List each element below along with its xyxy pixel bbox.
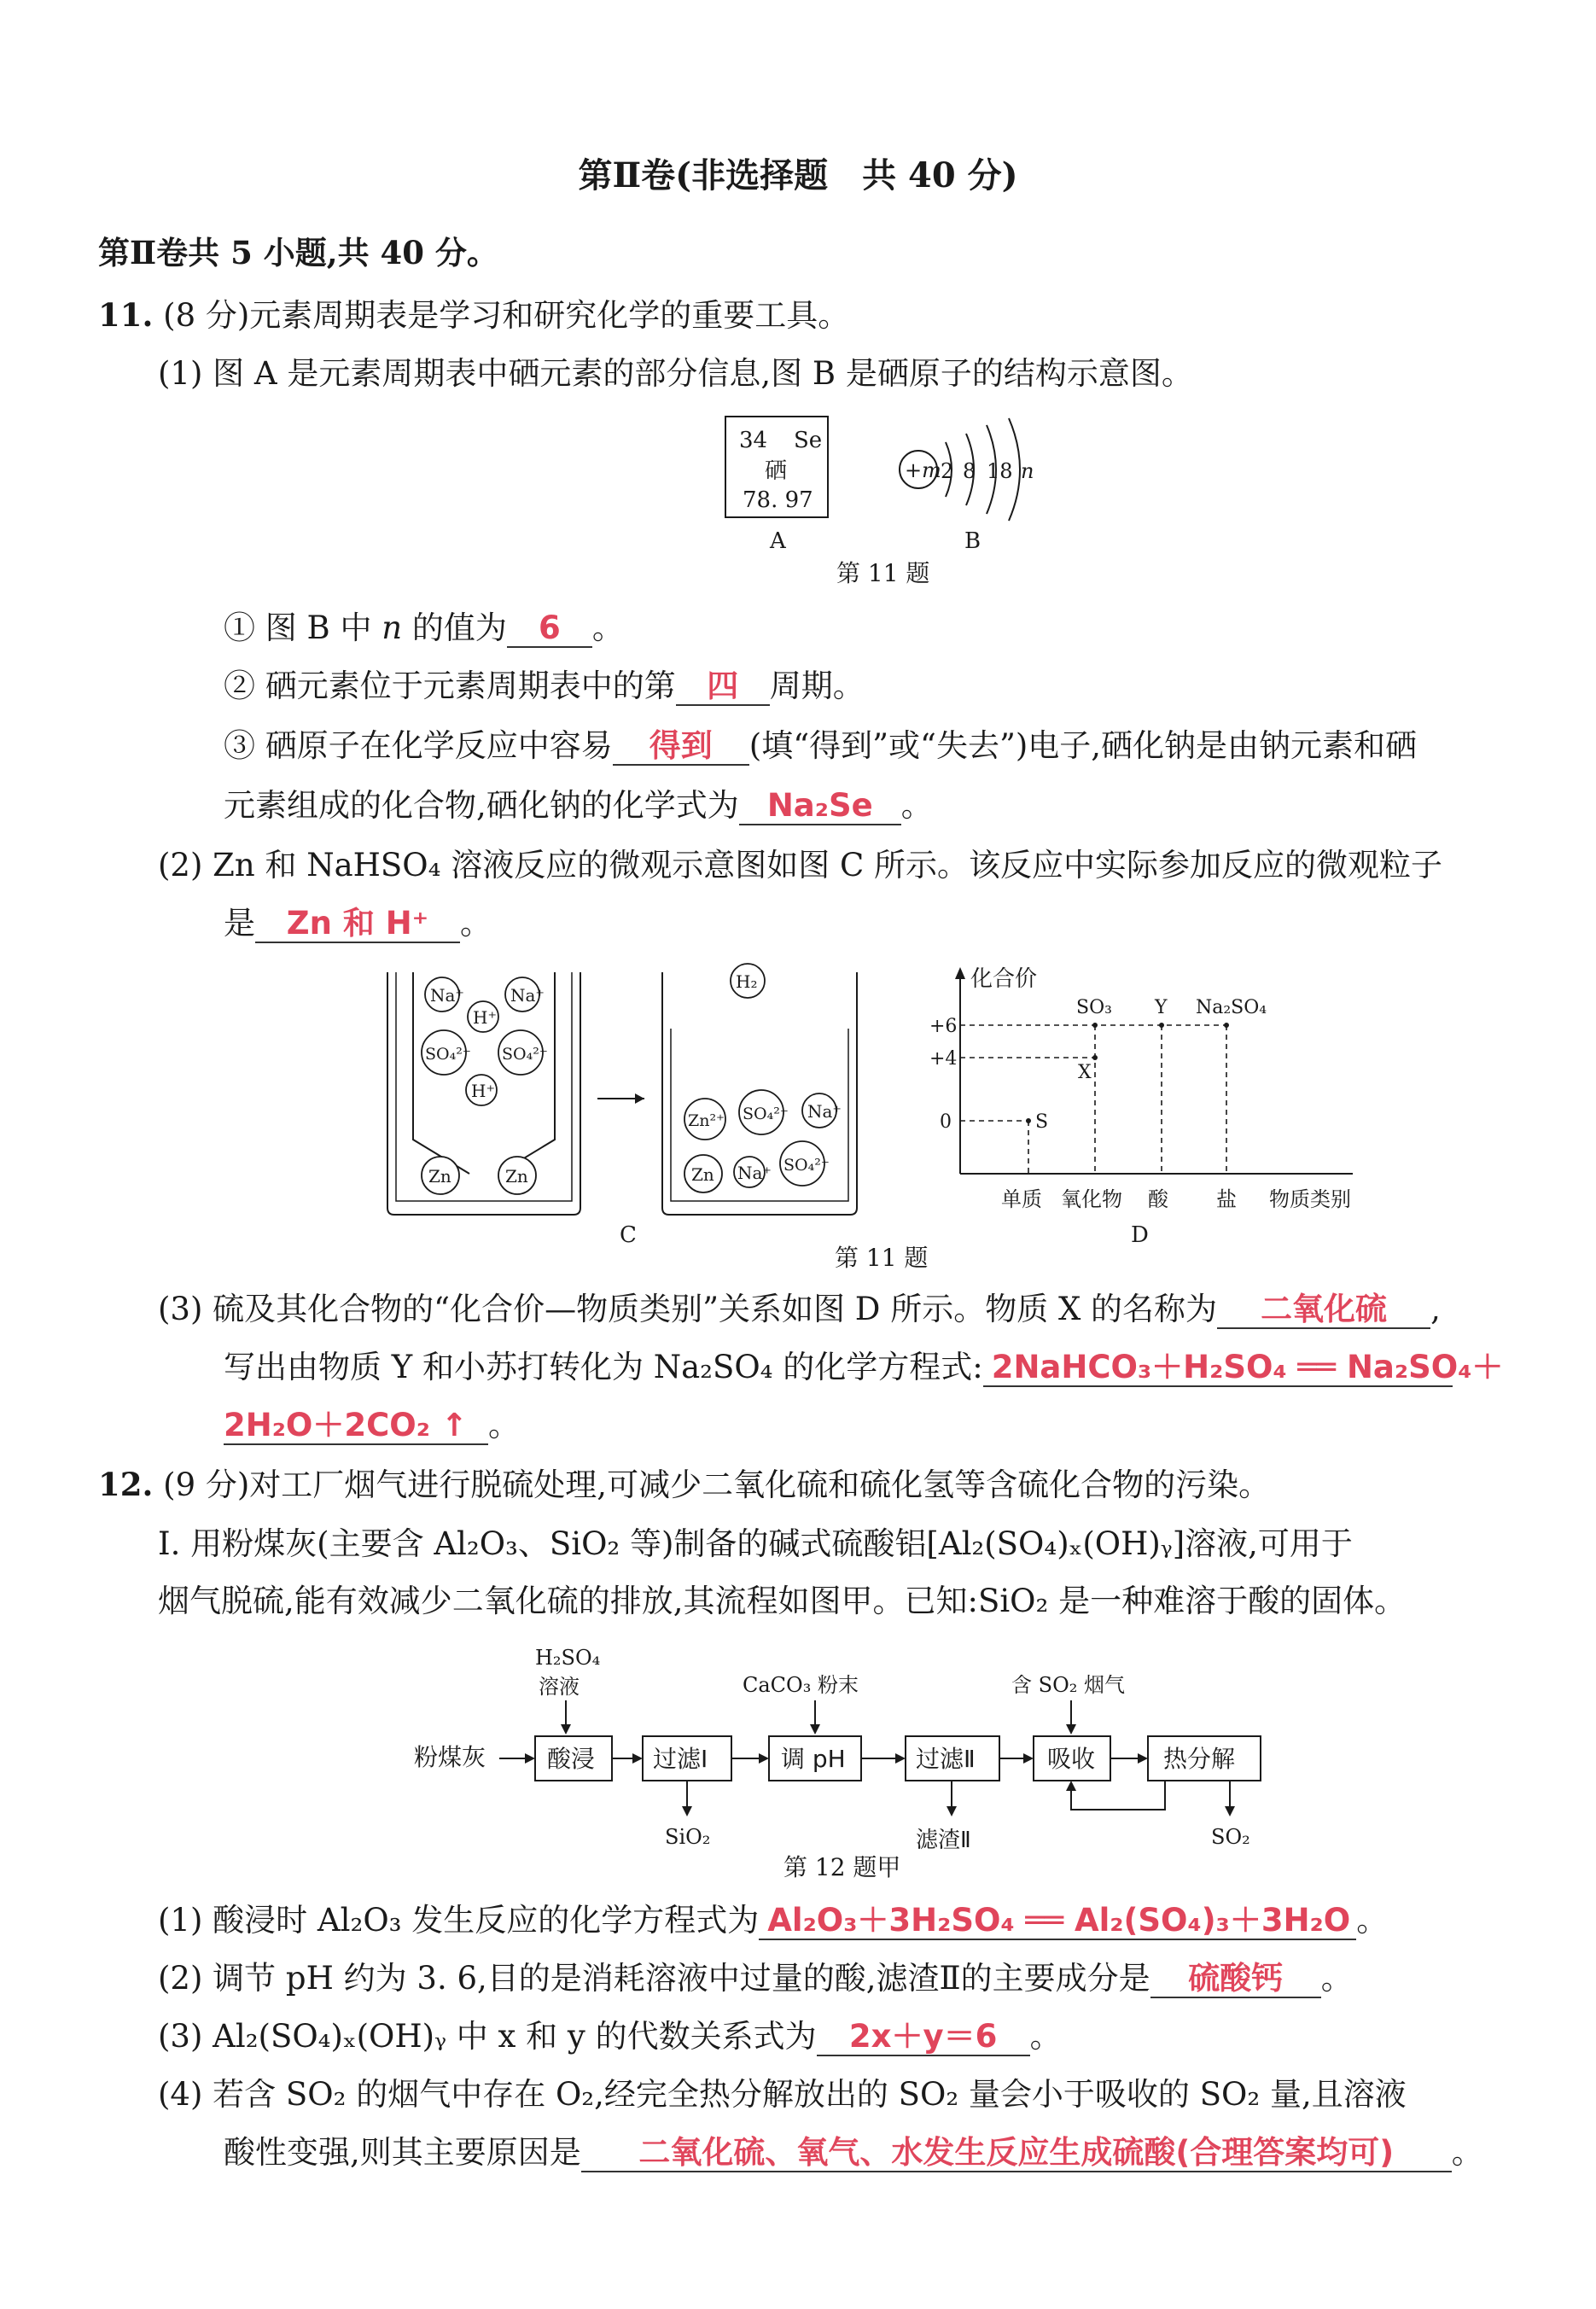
y-tick-4: +4 [929, 1048, 958, 1070]
q11-part3-line1 [158, 1289, 1441, 1330]
section-title: 第Ⅱ卷(非选择题 共 40 分) [578, 155, 1018, 195]
ion-so4-4: SO₄²⁻ [783, 1156, 830, 1175]
q11-sub3-text: ③ 硒原子在化学反应中容易 [224, 727, 613, 764]
figure-a-label: A [770, 528, 786, 554]
recycle-loop [1071, 1781, 1165, 1810]
label-x: X [1078, 1062, 1092, 1083]
input-so2-gas: 含 SO₂ 烟气 [1011, 1673, 1125, 1697]
q12-stem-line [98, 1464, 1270, 1506]
fig12-caption: 第 12 题甲 [783, 1853, 901, 1881]
q11-part3-text2: 写出由物质 Y 和小苏打转化为 Na₂SO₄ 的化学方程式: [224, 1349, 983, 1385]
q12-part3-text: (3) Al₂(SO₄)ₓ(OH)ᵧ 中 x 和 y 的代数关系式为 [158, 2018, 817, 2055]
element-symbol: Se [794, 428, 823, 453]
step-filter-1: 过滤Ⅰ [653, 1745, 708, 1773]
ion-na-2: Na⁺ [510, 985, 545, 1006]
q11-sub3 [224, 726, 1417, 767]
q11-part2-stem: (2) Zn 和 NaHSO₄ 溶液反应的微观示意图如图 C 所示。该反应中实际参加反应的微观粒子 [158, 847, 1443, 883]
input-caco3: CaCO₃ 粉末 [743, 1673, 859, 1697]
q11-number: 11. [98, 296, 154, 334]
ion-zn2: Zn²⁺ [688, 1111, 725, 1130]
ion-h-2: H⁺ [471, 1081, 495, 1101]
answer-n-value: 6 [507, 610, 592, 648]
x-cat-acid: 酸 [1148, 1187, 1168, 1211]
section-note: 第Ⅱ卷共 5 小题,共 40 分。 [98, 234, 498, 271]
q12-stem: (9 分)对工厂烟气进行脱硫处理,可减少二氧化硫和硫化氢等含硫化合物的污染。 [163, 1466, 1271, 1503]
point-na2so4 [1224, 1023, 1229, 1028]
q11-sub3-text2: (填“得到”或“失去”)电子,硒化钠是由钠元素和硒 [748, 727, 1418, 764]
element-name: 硒 [765, 458, 788, 484]
q11-stem-line [98, 294, 849, 336]
q12-number: 12. [98, 1466, 154, 1503]
y-tick-0: 0 [940, 1111, 952, 1133]
ion-na-1: Na⁺ [430, 985, 464, 1006]
zn-atom-1: Zn [428, 1166, 451, 1187]
q12-part4-end: 。 [1451, 2134, 1483, 2171]
point-so3 [1092, 1023, 1098, 1028]
q12-intro-line2: 烟气脱硫,能有效减少二氧化硫的排放,其流程如图甲。已知:SiO₂ 是一种难溶于酸的固体。 [158, 1583, 1407, 1619]
shell-count-3: 18 [987, 459, 1013, 483]
ion-so4-3: SO₄²⁻ [743, 1105, 789, 1123]
step-thermal-decomp: 热分解 [1163, 1745, 1236, 1773]
figure-c [376, 960, 888, 1255]
q12-part2-text: (2) 调节 pH 约为 3. 6,目的是消耗溶液中过量的酸,滤渣Ⅱ的主要成分是 [158, 1960, 1150, 1997]
q11-part3-line2 [224, 1347, 1504, 1388]
q11-sub3-end: 。 [900, 787, 933, 824]
answer-acid-leach-eq: Al₂O₃＋3H₂SO₄ ══ Al₂(SO₄)₃＋3H₂O [759, 1903, 1356, 1940]
answer-gain-lose: 得到 [613, 728, 749, 766]
point-y [1159, 1023, 1164, 1028]
label-so3: SO₃ [1076, 997, 1112, 1018]
step-acid-leach: 酸浸 [547, 1745, 596, 1773]
q12-part1 [158, 1900, 1388, 1941]
q11-part1-stem: (1) 图 A 是元素周期表中硒元素的部分信息,图 B 是硒原子的结构示意图。 [158, 355, 1193, 392]
fig11-caption-2: 第 11 题 [835, 1244, 929, 1272]
x-axis-title: 物质类别 [1269, 1187, 1351, 1211]
point-x [1092, 1055, 1098, 1060]
q12-part1-text: (1) 酸浸时 Al₂O₃ 发生反应的化学方程式为 [158, 1902, 760, 1939]
answer-period: 四 [676, 668, 770, 706]
element-mass: 78. 97 [743, 487, 813, 513]
q11-sub1-var: n [382, 609, 403, 646]
ion-h-1: H⁺ [473, 1007, 497, 1028]
q12-part2 [158, 1958, 1353, 1999]
q11-sub3-line2 [224, 785, 933, 826]
q12-part2-end: 。 [1320, 1960, 1353, 1997]
q11-sub1 [224, 608, 624, 649]
y-axis-title: 化合价 [970, 966, 1038, 992]
answer-x-y-relation: 2x＋y＝6 [817, 2019, 1030, 2056]
q11-sub1-text: ① 图 B 中 [224, 609, 372, 646]
flow-start: 粉煤灰 [414, 1743, 486, 1771]
q11-part3-text: (3) 硫及其化合物的“化合价—物质类别”关系如图 D 所示。物质 X 的名称为 [158, 1291, 1218, 1327]
q12-part1-end: 。 [1356, 1902, 1389, 1939]
molecule-h2: H₂ [736, 971, 758, 992]
zn-atom-3: Zn [691, 1164, 714, 1185]
ion-na-4: Na⁺ [737, 1163, 772, 1183]
shell-count-2: 8 [963, 459, 976, 483]
shell-count-1: 2 [941, 459, 954, 483]
q12-part4-text: 酸性变强,则其主要原因是 [224, 2134, 581, 2171]
output-sio2: SiO₂ [665, 1825, 711, 1849]
answer-equation-part1: 2NaHCO₃＋H₂SO₄ ══ Na₂SO₄＋ [983, 1350, 1453, 1387]
q11-sub1-end: 。 [591, 609, 624, 646]
ion-na-3: Na⁺ [807, 1101, 842, 1122]
q12-part4-line2 [224, 2132, 1483, 2173]
label-y: Y [1155, 997, 1168, 1018]
answer-formula-na2se: Na₂Se [739, 788, 901, 825]
x-cat-element: 单质 [1001, 1187, 1042, 1211]
q11-part3-line3 [224, 1405, 520, 1446]
input-solution: 溶液 [539, 1675, 580, 1699]
fig11-caption-1: 第 11 题 [836, 559, 930, 587]
figure-d [917, 960, 1395, 1255]
q11-part3-end: 。 [488, 1407, 520, 1443]
q11-sub2-text: ② 硒元素位于元素周期表中的第 [224, 668, 676, 704]
q11-part2-text: 是 [224, 905, 255, 942]
q12-part3-end: 。 [1029, 2018, 1062, 2055]
q11-sub1-text2: 的值为 [411, 609, 507, 646]
q11-sub2-end: 周期。 [769, 668, 865, 704]
nucleus-charge: +m [905, 458, 941, 482]
q11-part2-line2 [224, 903, 492, 944]
answer-equation-part2: 2H₂O＋2CO₂ ↑ [224, 1408, 488, 1445]
flowchart-jia [405, 1639, 1302, 1861]
output-so2: SO₂ [1211, 1825, 1250, 1849]
q12-part3 [158, 2016, 1062, 2057]
step-adjust-ph: 调 pH [781, 1745, 846, 1773]
figure-a-b [708, 410, 1067, 563]
shell-count-4: n [1021, 459, 1034, 483]
answer-residue: 硫酸钙 [1150, 1961, 1321, 1998]
x-cat-oxide: 氧化物 [1061, 1187, 1122, 1211]
ion-so4-2: SO₄²⁻ [502, 1045, 548, 1064]
label-s: S [1035, 1111, 1049, 1133]
figure-b-label: B [964, 528, 981, 554]
answer-reason: 二氧化硫、氧气、水发生反应生成硫酸(合理答案均可) [581, 2135, 1452, 2172]
element-number: 34 [739, 428, 768, 453]
q11-part2-end: 。 [460, 905, 492, 942]
input-h2so4: H₂SO₄ [535, 1646, 601, 1670]
zn-atom-2: Zn [505, 1166, 528, 1187]
y-tick-6: +6 [929, 1016, 958, 1037]
q11-sub2 [224, 666, 865, 707]
label-na2so4: Na₂SO₄ [1196, 997, 1267, 1018]
q12-part4-line1: (4) 若含 SO₂ 的烟气中存在 O₂,经完全热分解放出的 SO₂ 量会小于吸收的 SO₂ 量,且溶液 [158, 2076, 1407, 2113]
step-absorb: 吸收 [1047, 1745, 1096, 1773]
q12-intro-line1: Ⅰ. 用粉煤灰(主要含 Al₂O₃、SiO₂ 等)制备的碱式硫酸铝[Al₂(SO₄)ₓ(OH)ᵧ]溶液,可用于 [158, 1525, 1353, 1562]
q11-sub3-text3: 元素组成的化合物,硒化钠的化学式为 [224, 787, 739, 824]
figure-c-label: C [620, 1222, 637, 1248]
answer-x-name: 二氧化硫 [1217, 1292, 1430, 1329]
point-s [1026, 1118, 1031, 1123]
x-cat-salt: 盐 [1216, 1187, 1237, 1211]
q11-stem: (8 分)元素周期表是学习和研究化学的重要工具。 [163, 297, 850, 334]
output-residue-2: 滤渣Ⅱ [916, 1828, 971, 1853]
q11-part3-comma: , [1430, 1291, 1441, 1327]
ion-so4-1: SO₄²⁻ [425, 1045, 471, 1064]
answer-particles: Zn 和 H⁺ [255, 906, 460, 943]
figure-d-label: D [1131, 1222, 1149, 1248]
step-filter-2: 过滤Ⅱ [916, 1745, 976, 1773]
